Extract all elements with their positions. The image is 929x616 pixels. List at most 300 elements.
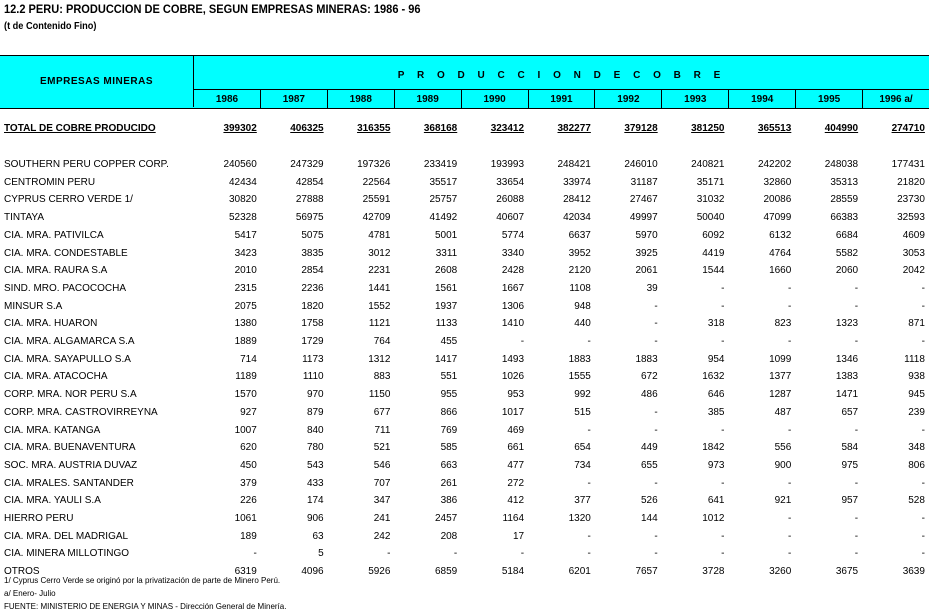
production-value: -	[787, 530, 792, 542]
table-row	[0, 333, 929, 350]
footnote: 1/ Cyprus Cerro Verde se originó por la privatización de parte de Minero Perú.	[4, 576, 281, 585]
production-value: -	[787, 336, 792, 347]
column-header-company: EMPRESAS MINERAS	[0, 55, 194, 107]
production-value: 1012	[702, 513, 725, 524]
production-value: 487	[774, 406, 792, 418]
production-value: 1110	[302, 371, 324, 383]
production-value: 28559	[830, 194, 859, 206]
year-header: 1995	[796, 90, 863, 108]
production-value: 2231	[368, 265, 391, 277]
production-value: 1189	[235, 371, 257, 383]
production-value: 1937	[435, 300, 458, 312]
production-value: 382277	[557, 123, 591, 134]
company-name: MINSUR S.A	[4, 300, 63, 312]
production-value: -	[587, 477, 591, 489]
production-value: 3311	[435, 247, 458, 259]
company-name: CENTROMIN PERU	[4, 176, 96, 188]
production-value: 921	[774, 495, 792, 507]
production-value: 1121	[368, 318, 391, 330]
company-name: CIA. MRA. KATANGA	[4, 424, 101, 436]
footnote: FUENTE: MINISTERIO DE ENERGIA Y MINAS - Dirección General de Minería.	[4, 602, 287, 611]
production-value: -	[587, 424, 591, 436]
production-value: 56975	[295, 212, 324, 224]
production-value: 4781	[368, 229, 391, 241]
production-value: 1632	[702, 371, 725, 383]
production-value: 953	[507, 389, 525, 401]
production-value: 1320	[568, 513, 591, 524]
year-header: 1993	[662, 90, 729, 108]
production-value: 866	[440, 406, 458, 418]
production-value: 6637	[568, 229, 591, 241]
production-value: 35517	[429, 176, 458, 188]
production-value: 6319	[234, 566, 257, 578]
year-header: 1986	[194, 90, 261, 108]
production-value: 957	[841, 495, 859, 507]
production-value: 404990	[824, 123, 859, 134]
production-value: 585	[440, 442, 458, 454]
production-value: 4419	[702, 247, 725, 259]
production-value: -	[787, 477, 792, 489]
production-value: 379128	[624, 123, 658, 134]
production-value: 714	[240, 353, 257, 365]
production-value: 377	[574, 495, 591, 507]
company-name: TOTAL DE COBRE PRODUCIDO	[4, 123, 156, 134]
production-value: 240560	[223, 159, 257, 170]
production-value: 3053	[902, 247, 925, 259]
production-value: 406325	[290, 123, 324, 134]
production-value: -	[654, 300, 658, 312]
production-value: 248038	[824, 159, 859, 170]
company-name: CIA. MRA. PATIVILCA	[4, 229, 104, 241]
production-value: -	[654, 336, 658, 347]
production-value: 469	[507, 424, 525, 436]
production-value: -	[721, 336, 725, 347]
production-value: 449	[641, 442, 658, 454]
production-value: 368168	[423, 123, 458, 134]
production-value: 32860	[763, 176, 792, 188]
production-value: 31032	[696, 194, 725, 206]
production-value: 1660	[769, 265, 792, 277]
production-value: 174	[306, 495, 324, 507]
production-value: 365513	[757, 123, 792, 134]
production-value: -	[921, 300, 925, 312]
production-value: 955	[440, 389, 458, 401]
production-value: 26088	[496, 194, 525, 206]
production-value: 63	[312, 530, 324, 542]
production-value: 40607	[496, 212, 525, 224]
production-value: 707	[373, 477, 391, 489]
production-value: 6859	[435, 566, 458, 578]
production-value: -	[787, 424, 792, 436]
production-value: 711	[374, 424, 391, 436]
table-row	[0, 174, 929, 191]
production-value: -	[854, 548, 859, 560]
table-row	[0, 475, 929, 492]
production-value: 30820	[229, 194, 257, 206]
production-value: 3835	[301, 247, 324, 259]
production-value: 5582	[835, 247, 859, 259]
production-value: -	[921, 336, 925, 347]
year-header: 1994	[729, 90, 796, 108]
production-value: 247329	[290, 159, 324, 170]
production-value: -	[921, 477, 925, 489]
production-value: 900	[774, 459, 792, 471]
year-header: 1992	[595, 90, 662, 108]
year-header: 1990	[462, 90, 529, 108]
production-value: 3639	[902, 566, 925, 578]
production-value: 272	[507, 477, 525, 489]
production-value: 1842	[702, 442, 725, 454]
production-value: 1173	[302, 353, 324, 365]
production-value: 412	[507, 495, 525, 507]
production-value: 584	[841, 442, 859, 454]
production-value: 551	[440, 371, 458, 383]
company-name: CORP. MRA. CASTROVIRREYNA	[4, 406, 158, 418]
company-name: CIA. MINERA MILLOTINGO	[4, 548, 130, 560]
production-value: -	[854, 300, 859, 312]
production-value: 25591	[362, 194, 391, 206]
production-value: 1099	[769, 353, 792, 365]
production-value: 450	[240, 459, 257, 471]
production-value: 21820	[897, 176, 925, 188]
table-row	[0, 262, 929, 279]
production-value: 42854	[295, 176, 324, 188]
production-value: 22564	[362, 176, 391, 188]
table-row	[0, 298, 929, 315]
production-value: -	[854, 530, 859, 542]
production-value: 2060	[835, 265, 859, 277]
production-value: 1061	[234, 513, 257, 524]
production-value: 1883	[568, 353, 591, 365]
production-value: 477	[507, 459, 525, 471]
production-value: 2608	[435, 265, 458, 277]
production-value: 4609	[902, 229, 925, 241]
production-value: 879	[306, 406, 324, 418]
year-header: 1988	[328, 90, 395, 108]
production-value: 1007	[234, 424, 257, 436]
production-value: 677	[373, 406, 391, 418]
production-value: 661	[507, 442, 525, 454]
production-value: 261	[440, 477, 458, 489]
production-value: 5	[318, 548, 324, 560]
production-value: -	[921, 548, 925, 560]
production-value: 954	[707, 353, 725, 365]
production-value: 33974	[563, 176, 591, 188]
table-row	[0, 156, 929, 173]
table-row	[0, 386, 929, 403]
production-value: 2120	[568, 265, 591, 277]
production-value: 871	[908, 318, 925, 330]
production-value: -	[721, 424, 725, 436]
production-value: -	[721, 548, 725, 560]
production-value: -	[854, 477, 859, 489]
production-value: 197326	[357, 159, 391, 170]
production-value: 5417	[234, 229, 257, 241]
production-value: 486	[641, 389, 658, 401]
table-row	[0, 545, 929, 562]
production-value: 975	[841, 459, 859, 471]
production-value: 1493	[501, 353, 525, 365]
production-value: 1544	[702, 265, 725, 277]
production-value: 1118	[904, 353, 925, 365]
production-value: 1471	[835, 389, 859, 401]
production-value: 177431	[891, 159, 925, 170]
production-value: 3260	[769, 566, 792, 578]
production-value: -	[921, 282, 925, 294]
production-value: 208	[440, 530, 458, 542]
production-value: 4096	[301, 566, 324, 578]
production-value: -	[654, 477, 658, 489]
production-value: 657	[841, 406, 859, 418]
production-value: 7657	[635, 566, 658, 578]
production-value: 5075	[301, 229, 324, 241]
production-value: 39	[646, 282, 658, 294]
production-value: 2236	[301, 282, 324, 294]
production-value: -	[721, 477, 725, 489]
production-value: 2010	[234, 265, 257, 277]
production-value: -	[854, 282, 859, 294]
production-value: -	[787, 548, 792, 560]
production-value: 248421	[557, 159, 591, 170]
production-value: -	[854, 513, 859, 524]
production-value: 5184	[501, 566, 525, 578]
production-value: -	[520, 548, 525, 560]
production-value: 1312	[368, 353, 391, 365]
production-value: -	[721, 300, 725, 312]
company-name: CIA. MRA. ATACOCHA	[4, 371, 108, 383]
production-value: 5001	[435, 229, 458, 241]
production-value: 3952	[568, 247, 591, 259]
production-value: 1133	[435, 318, 458, 330]
production-value: 35171	[696, 176, 725, 188]
production-value: -	[587, 336, 591, 347]
production-value: 2457	[435, 513, 458, 524]
table-row	[0, 457, 929, 474]
production-value: 646	[707, 389, 725, 401]
production-value: 20086	[763, 194, 792, 206]
table-row	[0, 439, 929, 456]
table-row	[0, 422, 929, 439]
table-row	[0, 528, 929, 545]
company-name: CIA. MRA. DEL MADRIGAL	[4, 530, 129, 542]
column-header-production: P R O D U C C I O N D E C O B R E	[397, 70, 726, 81]
production-value: 274710	[891, 123, 925, 134]
production-value: 1377	[769, 371, 792, 383]
production-value: 239	[908, 406, 925, 418]
production-value: 379	[240, 477, 257, 489]
company-name: CIA. MRA. HUARON	[4, 318, 98, 330]
production-value: 52328	[229, 212, 257, 224]
production-value: 25757	[429, 194, 458, 206]
production-value: -	[654, 424, 658, 436]
production-value: 543	[306, 459, 324, 471]
production-value: -	[921, 513, 925, 524]
production-value: 316355	[357, 123, 391, 134]
production-value: 1552	[368, 300, 391, 312]
production-value: 1820	[301, 300, 324, 312]
production-value: 1287	[769, 389, 792, 401]
production-value: -	[921, 530, 925, 542]
table-row	[0, 227, 929, 244]
production-value: 31187	[630, 176, 658, 188]
production-value: 663	[440, 459, 458, 471]
table-row	[0, 351, 929, 368]
production-value: 4764	[769, 247, 792, 259]
production-value: 3728	[702, 566, 725, 578]
company-name: CYPRUS CERRO VERDE 1/	[4, 194, 133, 206]
production-value: 433	[306, 477, 324, 489]
production-value: -	[654, 548, 658, 560]
company-name: CIA. MRA. RAURA S.A	[4, 265, 108, 277]
production-value: -	[921, 424, 925, 436]
production-value: 528	[908, 495, 925, 507]
production-value: 1108	[569, 282, 591, 294]
production-value: 938	[908, 371, 925, 383]
production-value: 1889	[234, 336, 257, 347]
production-value: 66383	[830, 212, 859, 224]
production-value: -	[520, 336, 525, 347]
production-value: 806	[908, 459, 925, 471]
production-value: 654	[574, 442, 591, 454]
production-value: 764	[373, 336, 391, 347]
production-value: 780	[306, 442, 324, 454]
table-row	[0, 245, 929, 262]
company-name: CIA. MRA. ALGAMARCA S.A	[4, 336, 135, 347]
year-header: 1987	[261, 90, 328, 108]
production-value: 906	[306, 513, 324, 524]
production-value: 50040	[696, 212, 725, 224]
total-row	[0, 120, 929, 137]
production-value: 1150	[368, 389, 391, 401]
production-value: -	[721, 530, 725, 542]
production-value: 193993	[490, 159, 525, 170]
footnote: a/ Enero- Julio	[4, 589, 56, 598]
company-name: HIERRO PERU	[4, 513, 74, 524]
production-value: 1561	[435, 282, 458, 294]
production-value: -	[453, 548, 458, 560]
production-value: 6684	[835, 229, 859, 241]
production-value: 1570	[234, 389, 257, 401]
production-value: 33654	[496, 176, 525, 188]
production-value: -	[587, 548, 591, 560]
production-value: -	[721, 282, 725, 294]
table-row	[0, 510, 929, 527]
production-value: 242	[373, 530, 391, 542]
production-value: 1417	[435, 353, 458, 365]
production-value: 41492	[429, 212, 458, 224]
production-value: 32593	[897, 212, 925, 224]
production-value: 17	[512, 530, 525, 542]
production-value: 399302	[223, 123, 257, 134]
table-row	[0, 368, 929, 385]
production-value: 526	[641, 495, 658, 507]
production-value: 1667	[501, 282, 525, 294]
year-header: 1996 a/	[879, 93, 913, 105]
company-name: CIA. MRA. YAULI S.A	[4, 495, 101, 507]
production-value: 3675	[835, 566, 859, 578]
company-name: CIA. MRALES. SANTANDER	[4, 477, 134, 489]
production-value: 5970	[635, 229, 658, 241]
production-value: 241	[373, 513, 391, 524]
production-value: 440	[574, 318, 591, 330]
page-title: 12.2 PERU: PRODUCCION DE COBRE, SEGUN EMPRESAS MINERAS: 1986 - 96	[4, 2, 421, 16]
production-value: -	[854, 424, 859, 436]
year-header: 1989	[395, 90, 462, 108]
company-name: SOUTHERN PERU COPPER CORP.	[4, 159, 169, 170]
production-value: 49997	[629, 212, 658, 224]
production-value: 240821	[691, 159, 725, 170]
production-value: 2854	[301, 265, 324, 277]
production-value: 973	[707, 459, 725, 471]
production-value: 455	[440, 336, 458, 347]
company-name: CIA. MRA. SAYAPULLO S.A	[4, 353, 131, 365]
production-value: 2428	[501, 265, 525, 277]
production-value: -	[387, 548, 391, 560]
table-row	[0, 280, 929, 297]
production-value: 1017	[501, 406, 525, 418]
production-value: 27467	[629, 194, 658, 206]
production-value: 27888	[295, 194, 324, 206]
production-value: 1323	[835, 318, 859, 330]
production-value: 28412	[563, 194, 591, 206]
production-value: 1026	[501, 371, 525, 383]
production-value: 348	[908, 442, 925, 454]
production-value: 381250	[691, 123, 725, 134]
company-name: CIA. MRA. CONDESTABLE	[4, 247, 128, 259]
production-value: 992	[574, 389, 591, 401]
production-value: -	[854, 336, 859, 347]
production-value: 5774	[501, 229, 525, 241]
production-value: 42034	[563, 212, 591, 224]
production-value: 1410	[501, 318, 525, 330]
production-value: 386	[440, 495, 458, 507]
production-value: 35313	[830, 176, 859, 188]
production-value: -	[654, 318, 658, 330]
production-value: 23730	[897, 194, 925, 206]
production-value: 970	[306, 389, 324, 401]
production-value: 3012	[368, 247, 391, 259]
table-row	[0, 492, 929, 509]
production-value: -	[587, 530, 591, 542]
production-value: 515	[574, 406, 591, 418]
production-value: 823	[774, 318, 792, 330]
production-value: 734	[574, 459, 591, 471]
production-value: 1758	[301, 318, 324, 330]
production-value: 840	[306, 424, 324, 436]
production-value: 42709	[362, 212, 391, 224]
production-value: 1346	[835, 353, 859, 365]
table-row	[0, 315, 929, 332]
production-value: 948	[574, 300, 591, 312]
production-value: 6092	[702, 229, 725, 241]
company-name: SOC. MRA. AUSTRIA DUVAZ	[4, 459, 138, 471]
production-value: 2315	[234, 282, 257, 294]
production-value: 233419	[423, 159, 458, 170]
company-name: TINTAYA	[4, 212, 44, 224]
production-value: 769	[440, 424, 458, 436]
production-value: -	[787, 282, 792, 294]
production-value: 2042	[902, 265, 925, 277]
production-value: 1164	[502, 513, 525, 524]
production-value: 189	[240, 530, 257, 542]
production-value: 1441	[368, 282, 391, 294]
production-value: 226	[240, 495, 257, 507]
production-value: 883	[373, 371, 391, 383]
year-header-row	[194, 89, 929, 108]
table-row	[0, 404, 929, 421]
production-value: 1383	[835, 371, 859, 383]
production-value: 641	[707, 495, 725, 507]
